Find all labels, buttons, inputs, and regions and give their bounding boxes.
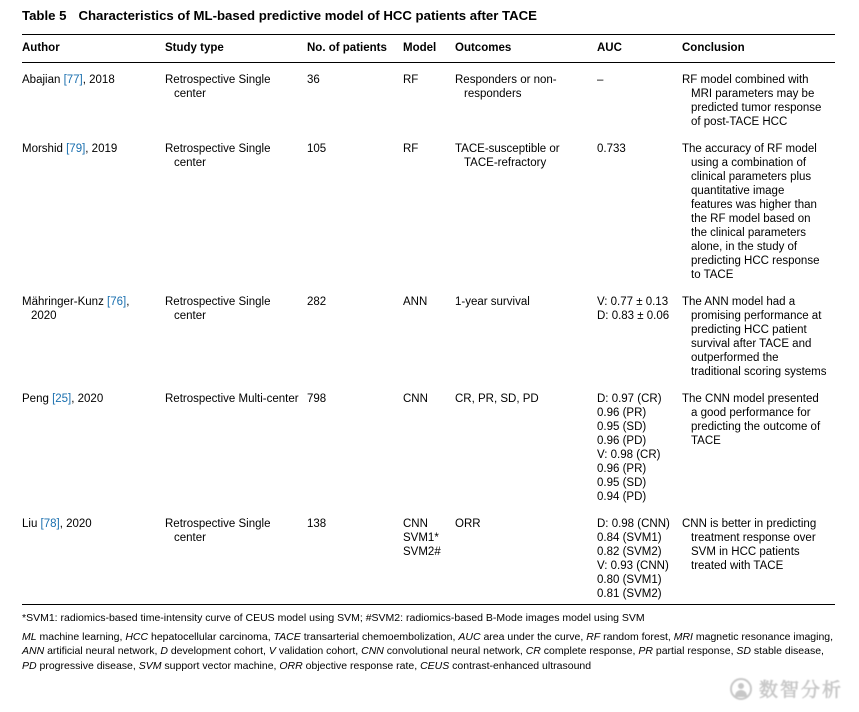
column-header-outcomes: Outcomes (455, 35, 597, 63)
auc-line: 0.84 (SVM1) (597, 532, 662, 544)
citation-link[interactable]: [79] (66, 143, 86, 155)
outcomes-text: CR, PR, SD, PD (455, 393, 539, 405)
author-cell (22, 507, 165, 605)
citation-link[interactable]: [77] (63, 74, 83, 86)
outcomes-cell (455, 507, 597, 605)
auc-line: 0.96 (PR) (597, 407, 647, 419)
patients-value: 105 (307, 143, 327, 155)
auc-line: 0.80 (SVM1) (597, 574, 662, 586)
characteristics-table (22, 34, 835, 605)
abbr-term: SVM (138, 659, 162, 672)
citation-link[interactable]: [76] (107, 296, 127, 308)
model-cell (403, 285, 455, 382)
conclusion-text: The CNN model presented a good performance for predicting the outcome of TACE (682, 393, 821, 447)
author-cell (22, 132, 165, 285)
watermark (730, 675, 843, 702)
table-row (22, 507, 835, 605)
study-type-cell (165, 285, 307, 382)
patients-cell (307, 285, 403, 382)
abbr-term: ML (22, 630, 37, 643)
auc-cell (597, 132, 682, 285)
author-cell (22, 285, 165, 382)
auc-line: 0.95 (SD) (597, 421, 647, 433)
citation-link[interactable]: [25] (52, 393, 72, 405)
patients-value: 138 (307, 518, 327, 530)
abbr-term: AUC (458, 630, 481, 643)
column-header-study-type: Study type (165, 35, 307, 63)
footnote-abbreviations: ML machine learning, HCC hepatocellular carcinoma, TACE transarterial chemoembolization, AUC area under the curve, RF random forest, MRI magnetic resonance imaging, ANN artificial neural network, D development cohort, V validation cohort, CNN convolutional neural network, CR complete response, PR partial response, SD stable disease, PD progressive disease, SVM support vector machine, ORR objective response rate, CEUS contrast-enhanced ultrasound (22, 630, 834, 672)
study-type-cell (165, 507, 307, 605)
abbr-term: V (268, 645, 276, 657)
column-header-conclusion: Conclusion (682, 35, 835, 63)
column-header-author: Author (22, 35, 165, 63)
column-header-no-of-patients: No. of patients (307, 35, 403, 63)
outcomes-text: ORR (455, 518, 481, 530)
auc-line: V: 0.98 (CR) (597, 449, 661, 461)
abbr-term: SD (736, 645, 752, 657)
study-type-cell (165, 382, 307, 507)
model-cell (403, 63, 455, 133)
author-cell (22, 63, 165, 133)
study-type-text: Retrospective Single center (165, 74, 271, 100)
author-cell (22, 382, 165, 507)
auc-line: 0.81 (SVM2) (597, 588, 662, 600)
auc-line: V: 0.93 (CNN) (597, 560, 669, 572)
footnote-svm: *SVM1: radiomics-based time-intensity curve of CEUS model using SVM; #SVM2: radiomics-based B-Mode images model using SVM (22, 612, 645, 624)
model-line: CNN (403, 393, 428, 405)
abbr-term: MRI (673, 630, 693, 643)
conclusion-text: The ANN model had a promising performance at predicting HCC patient survival after TACE and outperformed the traditional scoring systems (682, 296, 827, 378)
outcomes-cell (455, 132, 597, 285)
patients-cell (307, 507, 403, 605)
citation-link[interactable]: [78] (40, 518, 60, 530)
table-row (22, 132, 835, 285)
auc-line: 0.95 (SD) (597, 477, 647, 489)
patients-cell (307, 63, 403, 133)
study-type-text: Retrospective Single center (165, 518, 271, 544)
table-row (22, 63, 835, 133)
auc-line: – (597, 74, 604, 86)
model-line: ANN (403, 296, 428, 308)
auc-line: 0.733 (597, 143, 626, 155)
table-row (22, 285, 835, 382)
abbr-term: HCC (125, 630, 149, 643)
author-text: Morshid [79], 2019 (22, 143, 118, 155)
auc-line: D: 0.83 ± 0.06 (597, 310, 670, 322)
table-title: Characteristics of ML-based predictive model of HCC patients after TACE (78, 8, 537, 23)
table-label: Table 5 (22, 8, 67, 23)
outcomes-cell (455, 285, 597, 382)
outcomes-text: Responders or non-responders (455, 74, 557, 100)
watermark-logo-icon (730, 678, 752, 700)
conclusion-text: RF model combined with MRI parameters may be predicted tumor response of post-TACE HCC (682, 74, 822, 128)
abbr-term: CEUS (420, 659, 450, 672)
abbr-term: PD (22, 659, 37, 672)
model-cell (403, 507, 455, 605)
author-text: Abajian [77], 2018 (22, 74, 115, 86)
auc-cell (597, 382, 682, 507)
abbr-term: ANN (22, 645, 45, 657)
study-type-cell (165, 63, 307, 133)
outcomes-cell (455, 382, 597, 507)
auc-cell (597, 63, 682, 133)
author-text: Mähringer-Kunz [76], 2020 (22, 296, 130, 322)
model-cell (403, 132, 455, 285)
model-line: CNN (403, 518, 428, 530)
model-line: SVM1* (403, 532, 439, 544)
study-type-text: Retrospective Single center (165, 143, 271, 169)
study-type-cell (165, 132, 307, 285)
model-line: RF (403, 74, 419, 86)
outcomes-cell (455, 63, 597, 133)
outcomes-text: 1-year survival (455, 296, 530, 308)
auc-line: 0.82 (SVM2) (597, 546, 662, 558)
patients-value: 36 (307, 74, 320, 86)
conclusion-text: The accuracy of RF model using a combination of clinical parameters plus quantitative image features was higher than the RF model based on the clinical parameters alone, in the study of predicting HCC response to TACE (682, 143, 820, 281)
auc-line: 0.94 (PD) (597, 491, 647, 503)
patients-value: 282 (307, 296, 327, 308)
model-line: RF (403, 143, 419, 155)
column-header-auc: AUC (597, 35, 682, 63)
patients-value: 798 (307, 393, 327, 405)
watermark-text: 数智分析 (758, 680, 843, 701)
abbr-term: TACE (273, 630, 301, 643)
conclusion-text: CNN is better in predicting treatment response over SVM in HCC patients treated with TACE (682, 518, 817, 572)
abbr-term: ORR (279, 659, 303, 672)
model-cell (403, 382, 455, 507)
author-text: Liu [78], 2020 (22, 518, 92, 530)
abbr-term: CR (525, 645, 541, 657)
auc-line: 0.96 (PD) (597, 435, 647, 447)
conclusion-cell (682, 63, 835, 133)
table-header-row (22, 35, 835, 63)
abbr-term: RF (586, 630, 601, 643)
auc-line: D: 0.98 (CNN) (597, 518, 670, 530)
outcomes-text: TACE-susceptible or TACE-refractory (455, 143, 560, 169)
patients-cell (307, 382, 403, 507)
conclusion-cell (682, 507, 835, 605)
author-text: Peng [25], 2020 (22, 393, 104, 405)
column-header-model: Model (403, 35, 455, 63)
abbr-term: D (160, 645, 168, 657)
abbr-term: PR (638, 645, 653, 657)
auc-cell (597, 507, 682, 605)
patients-cell (307, 132, 403, 285)
model-line: SVM2# (403, 546, 441, 558)
table-caption (22, 6, 835, 26)
conclusion-cell (682, 382, 835, 507)
study-type-text: Retrospective Multi-center (165, 393, 299, 405)
auc-line: V: 0.77 ± 0.13 (597, 296, 669, 308)
conclusion-cell (682, 132, 835, 285)
auc-line: 0.96 (PR) (597, 463, 647, 475)
conclusion-cell (682, 285, 835, 382)
table-row (22, 382, 835, 507)
auc-cell (597, 285, 682, 382)
study-type-text: Retrospective Single center (165, 296, 271, 322)
abbr-term: CNN (361, 645, 384, 657)
auc-line: D: 0.97 (CR) (597, 393, 662, 405)
